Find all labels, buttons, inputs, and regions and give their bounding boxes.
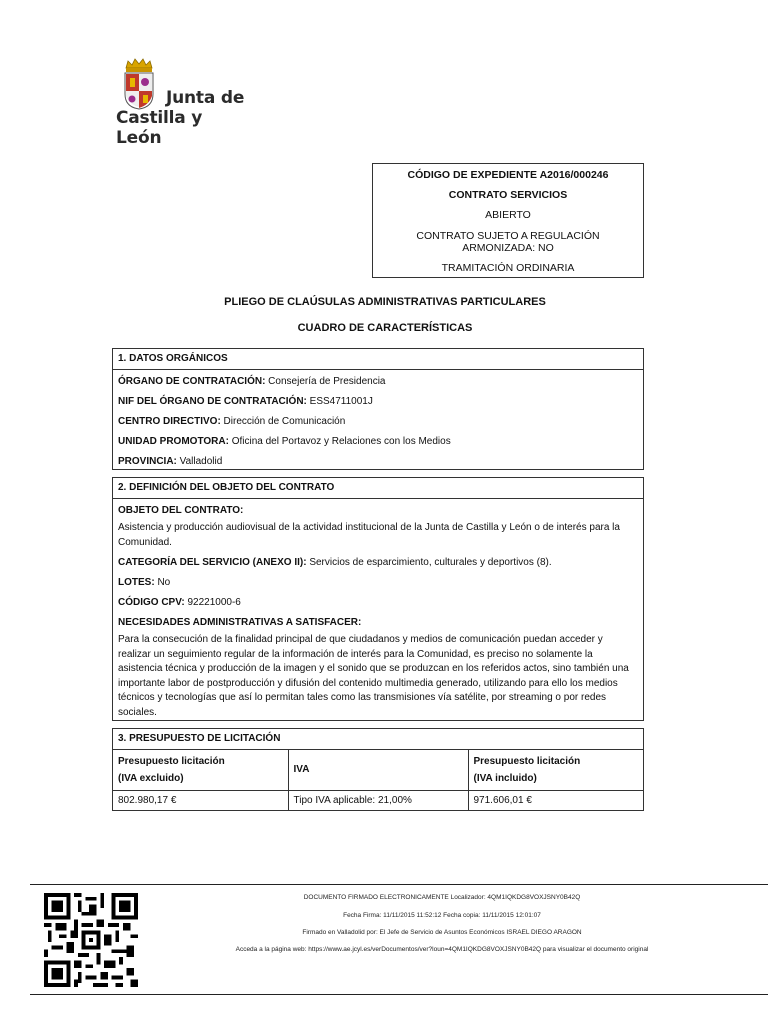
cpv-row <box>118 593 638 613</box>
field-label: CENTRO DIRECTIVO: <box>118 416 221 427</box>
field-label: NIF DEL ÓRGANO DE CONTRATACIÓN: <box>118 396 307 407</box>
field-value: Servicios de esparcimiento, culturales y deportivos (8). <box>306 557 552 568</box>
field-value: Valladolid <box>176 456 223 467</box>
tramitacion-type: TRAMITACIÓN ORDINARIA <box>441 262 575 274</box>
logo-text-line2: Castilla y León <box>116 108 203 148</box>
lotes-row <box>118 573 638 593</box>
header-text: Presupuesto licitación <box>473 755 581 767</box>
header-cell-incl <box>468 750 643 790</box>
footer-divider-bottom <box>30 994 768 995</box>
contract-type: CONTRATO SERVICIOS <box>448 189 568 201</box>
field-value: No <box>154 577 171 588</box>
field-label: ÓRGANO DE CONTRATACIÓN: <box>118 376 266 387</box>
objeto-text: Asistencia y producción audiovisual de la actividad institucional de la Junta de Castilla y León o de interés para la Comunidad. <box>118 522 620 548</box>
logo-text-line1: Junta de <box>166 88 245 108</box>
coat-of-arms-icon <box>122 58 156 110</box>
nif-row <box>118 392 638 412</box>
header-cell-excl <box>113 750 288 790</box>
provincia-row <box>118 452 638 472</box>
field-value: ESS4711001J <box>306 396 373 407</box>
expediente-code: CÓDIGO DE EXPEDIENTE A2016/000246 <box>407 169 609 181</box>
junta-castilla-leon-logo <box>112 58 252 148</box>
field-label: CATEGORÍA DEL SERVICIO (ANEXO II): <box>118 557 307 568</box>
footer-signature-line: DOCUMENTO FIRMADO ELECTRONICAMENTE Localizador: 4QM1IQKDG8VOXJSNY0B42Q <box>303 894 581 901</box>
footer-url-line: Acceda a la página web: https://www.ae.jcyl.es/verDocumentos/ver?loun=4QM1IQKDG8VOXJSNY0B42Q para visualizar el documento original <box>235 946 649 953</box>
header-text: (IVA excluido) <box>118 772 184 784</box>
necesidades-label: NECESIDADES ADMINISTRATIVAS A SATISFACER: <box>118 617 362 628</box>
field-value: Consejería de Presidencia <box>265 376 386 387</box>
table-header-row <box>113 750 643 790</box>
section-objeto-contrato <box>112 477 644 721</box>
regulation-status: CONTRATO SUJETO A REGULACIÓN ARMONIZADA: NO <box>416 230 600 254</box>
organo-row <box>118 372 638 392</box>
section-heading: 2. DEFINICIÓN DEL OBJETO DEL CONTRATO <box>113 478 643 499</box>
procedure-type: ABIERTO <box>485 209 531 221</box>
field-label: PROVINCIA: <box>118 456 177 467</box>
footer-date-line: Fecha Firma: 11/11/2015 11:52:12 Fecha copia: 11/11/2015 12:01:07 <box>343 912 541 919</box>
unidad-row <box>118 432 638 452</box>
table-row <box>113 790 643 810</box>
categoria-row <box>118 553 638 573</box>
header-text: (IVA incluido) <box>473 772 537 784</box>
header-text: Presupuesto licitación <box>118 755 225 767</box>
section-presupuesto <box>112 728 644 811</box>
expediente-box <box>372 163 644 278</box>
section-heading: 1. DATOS ORGÁNICOS <box>113 349 643 370</box>
section-heading: 3. PRESUPUESTO DE LICITACIÓN <box>113 729 643 750</box>
value-cell: 802.980,17 € <box>113 790 288 810</box>
header-cell-iva: IVA <box>288 750 468 790</box>
qr-code-icon <box>44 893 138 987</box>
field-value: Dirección de Comunicación <box>220 416 346 427</box>
objeto-label: OBJETO DEL CONTRATO: <box>118 505 244 516</box>
field-label: LOTES: <box>118 577 155 588</box>
footer-divider-top <box>30 884 768 885</box>
value-cell: Tipo IVA aplicable: 21,00% <box>288 790 468 810</box>
footer-signer-line: Firmado en Valladolid por: El Jefe de Servicio de Asuntos Económicos ISRAEL DIEGO ARAGON <box>302 929 582 936</box>
budget-table <box>113 750 643 810</box>
centro-row <box>118 412 638 432</box>
necesidades-text: Para la consecución de la finalidad principal de que ciudadanos y medios de comunicación puedan acceder y realizar un seguimiento regular de la información de interés para la Comunidad, es preciso no solamente la asistencia técnica y producción de la imagen y el sonido que se produzcan en los referidos actos, sino también una importante labor de postproducción y difusión del contenido multimedia generado, utilizando para ello los medios técnicos y tecnologías que así lo permitan tales como las transmisiones vía satélite, por streaming o por redes sociales. <box>118 634 629 718</box>
field-label: UNIDAD PROMOTORA: <box>118 436 229 447</box>
section-datos-organicos <box>112 348 644 470</box>
document-title: PLIEGO DE CLAÚSULAS ADMINISTRATIVAS PARTICULARES <box>224 296 546 308</box>
field-value: Oficina del Portavoz y Relaciones con los Medios <box>228 436 451 447</box>
field-label: CÓDIGO CPV: <box>118 597 185 608</box>
field-value: 92221000-6 <box>184 597 241 608</box>
document-subtitle: CUADRO DE CARACTERÍSTICAS <box>297 322 473 334</box>
value-cell: 971.606,01 € <box>473 794 532 806</box>
